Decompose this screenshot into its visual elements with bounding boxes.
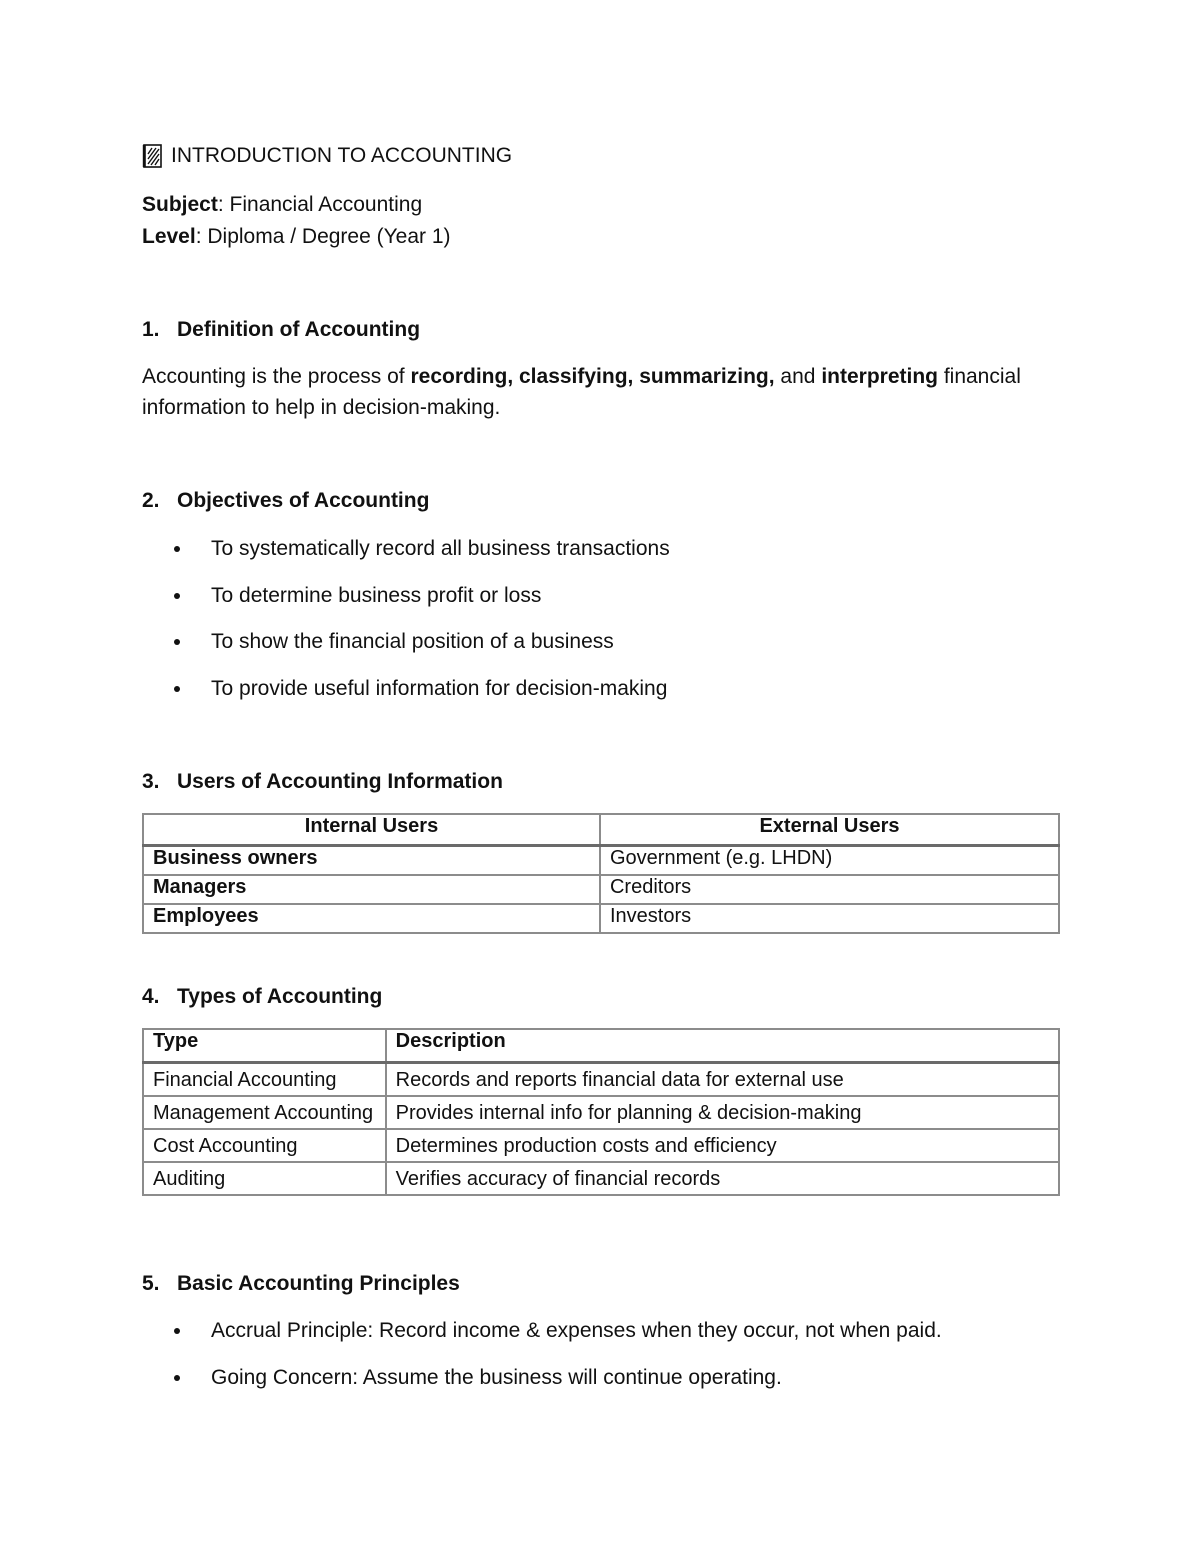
notebook-icon (142, 144, 162, 168)
section-number: 4. (142, 985, 160, 1008)
column-header: Description (386, 1029, 1059, 1063)
table-row (143, 1129, 1059, 1162)
subject-label: Subject (142, 193, 218, 216)
table-row (143, 846, 1059, 876)
list-item-text: Going Concern: Assume the business will continue operating. (211, 1366, 782, 1389)
title-text: INTRODUCTION TO ACCOUNTING (171, 144, 513, 167)
list-item (174, 537, 670, 561)
section-4-heading (142, 985, 382, 1009)
list-item (174, 677, 667, 701)
list-item-text: To provide useful information for decision-making (211, 677, 668, 700)
section-5-heading (142, 1272, 460, 1296)
section-title: Basic Accounting Principles (177, 1272, 460, 1295)
column-header: Internal Users (143, 814, 600, 846)
list-item (174, 1366, 782, 1390)
section-number: 2. (142, 489, 160, 512)
section-number: 5. (142, 1272, 160, 1295)
definition-bold-terms: recording, classifying, summarizing, (410, 365, 775, 388)
section-title: Definition of Accounting (177, 318, 421, 341)
definition-bold-term: interpreting (821, 365, 938, 388)
list-item (174, 630, 614, 654)
section-number: 3. (142, 770, 160, 793)
section-2-heading (142, 489, 429, 513)
section-title: Types of Accounting (177, 985, 383, 1008)
table-cell: Management Accounting (143, 1096, 386, 1129)
list-item (174, 1319, 942, 1343)
definition-text: Accounting is the process of (142, 365, 411, 388)
table-row (143, 1096, 1059, 1129)
list-item-text: Accrual Principle: Record income & expenses when they occur, not when paid. (211, 1319, 942, 1342)
section-title: Users of Accounting Information (177, 770, 503, 793)
table-cell: Business owners (143, 846, 600, 876)
types-table (142, 1028, 1060, 1196)
document-title (142, 144, 512, 168)
definition-text: financial information to help in decision-making. (142, 365, 1021, 419)
section-number: 1. (142, 318, 160, 341)
column-header: Type (143, 1029, 386, 1063)
bullet-icon (174, 1328, 180, 1334)
section-title: Objectives of Accounting (177, 489, 430, 512)
table-cell: Cost Accounting (143, 1129, 386, 1162)
definition-text: and (774, 365, 822, 388)
table-row (143, 904, 1059, 933)
table-cell: Financial Accounting (143, 1063, 386, 1097)
level-label: Level (142, 225, 196, 248)
list-item-text: To determine business profit or loss (211, 584, 542, 607)
list-item-text: To show the financial position of a business (211, 630, 614, 653)
table-header-row (143, 814, 1059, 846)
table-cell: Verifies accuracy of financial records (386, 1162, 1059, 1195)
table-cell: Managers (143, 875, 600, 904)
bullet-icon (174, 639, 180, 645)
section-3-heading (142, 770, 503, 794)
level-value: : Diploma / Degree (Year 1) (195, 225, 451, 248)
level-line (142, 225, 451, 249)
table-cell: Determines production costs and efficiency (386, 1129, 1059, 1162)
list-item (174, 584, 541, 608)
subject-line (142, 193, 422, 217)
bullet-icon (174, 1375, 180, 1381)
list-item-text: To systematically record all business transactions (211, 537, 670, 560)
table-cell: Records and reports financial data for external use (386, 1063, 1059, 1097)
section-1-heading (142, 318, 420, 342)
table-cell: Provides internal info for planning & decision-making (386, 1096, 1059, 1129)
users-table (142, 813, 1060, 934)
table-cell: Employees (143, 904, 600, 933)
table-row (143, 1162, 1059, 1195)
table-row (143, 1063, 1059, 1097)
table-header-row (143, 1029, 1059, 1063)
table-cell: Auditing (143, 1162, 386, 1195)
table-cell: Creditors (600, 875, 1059, 904)
column-header: External Users (600, 814, 1059, 846)
table-row (143, 875, 1059, 904)
subject-value: : Financial Accounting (217, 193, 423, 216)
bullet-icon (174, 593, 180, 599)
bullet-icon (174, 686, 180, 692)
table-cell: Government (e.g. LHDN) (600, 846, 1059, 876)
bullet-icon (174, 546, 180, 552)
table-cell: Investors (600, 904, 1059, 933)
definition-paragraph (142, 361, 1042, 423)
